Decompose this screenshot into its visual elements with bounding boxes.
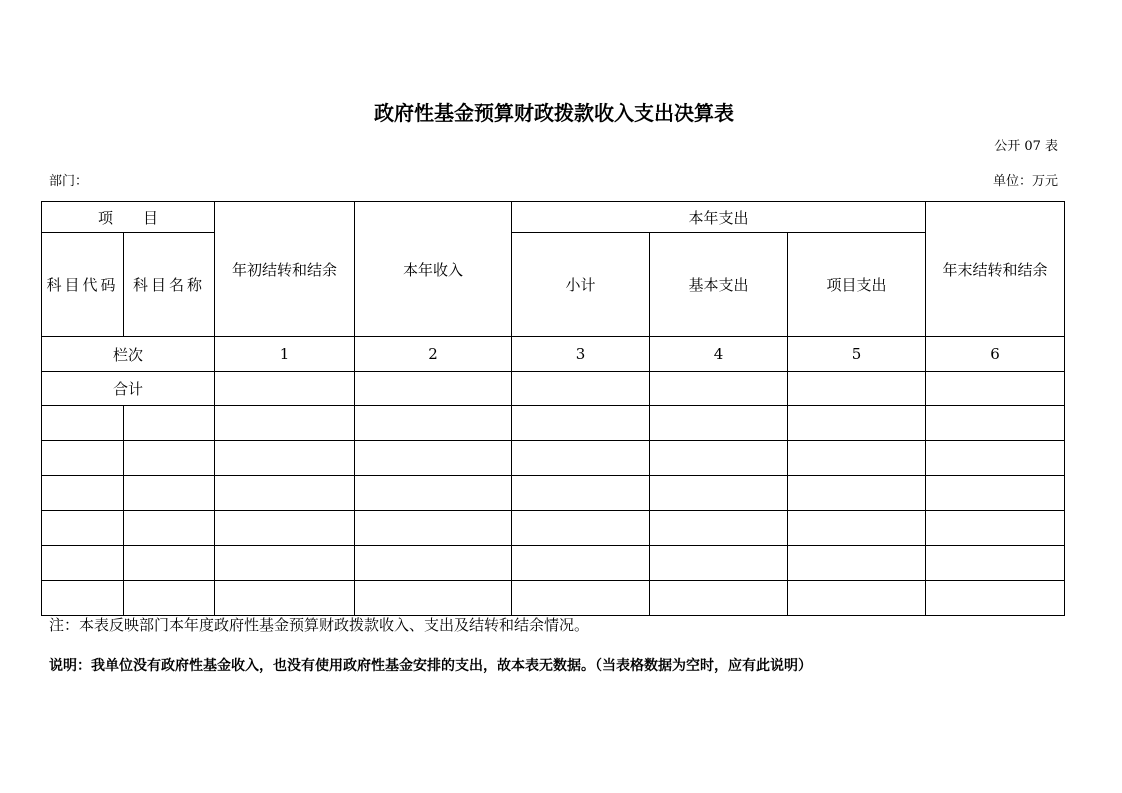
table-cell <box>512 476 650 511</box>
table-cell <box>926 511 1065 546</box>
total-cell <box>650 372 788 406</box>
column-index-label: 栏次 <box>42 337 215 372</box>
table-row <box>42 441 1065 476</box>
table-cell <box>215 476 355 511</box>
column-number: 3 <box>512 337 650 372</box>
table-cell <box>42 406 124 441</box>
header-subject-name: 科目名称 <box>124 233 215 337</box>
header-project-expenditure: 项目支出 <box>788 233 926 337</box>
table-cell <box>42 476 124 511</box>
total-cell <box>512 372 650 406</box>
table-cell <box>788 546 926 581</box>
table-cell <box>124 546 215 581</box>
table-cell <box>512 581 650 616</box>
table-cell <box>355 476 512 511</box>
table-cell <box>512 441 650 476</box>
table-cell <box>215 406 355 441</box>
header-closing-balance: 年末结转和结余 <box>926 202 1065 337</box>
total-cell <box>215 372 355 406</box>
table-cell <box>124 441 215 476</box>
header-item: 项 目 <box>42 202 215 233</box>
table-row <box>42 476 1065 511</box>
table-cell <box>788 476 926 511</box>
total-cell <box>355 372 512 406</box>
total-label: 合计 <box>42 372 215 406</box>
table-cell <box>650 546 788 581</box>
total-cell <box>788 372 926 406</box>
header-current-income: 本年收入 <box>355 202 512 337</box>
table-cell <box>355 581 512 616</box>
table-cell <box>124 511 215 546</box>
table-cell <box>124 476 215 511</box>
table-cell <box>512 546 650 581</box>
header-subject-code: 科目代码 <box>42 233 124 337</box>
table-cell <box>215 511 355 546</box>
column-number: 4 <box>650 337 788 372</box>
table-cell <box>355 546 512 581</box>
table-cell <box>215 581 355 616</box>
table-cell <box>926 546 1065 581</box>
table-cell <box>926 476 1065 511</box>
page-title: 政府性基金预算财政拨款收入支出决算表 <box>374 101 734 125</box>
column-number: 6 <box>926 337 1065 372</box>
table-cell <box>926 441 1065 476</box>
explanation-text: 说明：我单位没有政府性基金收入，也没有使用政府性基金安排的支出，故本表无数据。（当表格数据为空时，应有此说明） <box>49 658 812 674</box>
budget-table <box>41 201 1065 616</box>
header-opening-balance: 年初结转和结余 <box>215 202 355 337</box>
table-cell <box>788 581 926 616</box>
table-cell <box>926 581 1065 616</box>
table-row <box>42 546 1065 581</box>
table-cell <box>215 441 355 476</box>
table-cell <box>650 441 788 476</box>
table-cell <box>650 476 788 511</box>
column-number: 2 <box>355 337 512 372</box>
table-cell <box>42 441 124 476</box>
header-current-expenditure: 本年支出 <box>512 202 926 233</box>
table-cell <box>788 406 926 441</box>
table-row <box>42 581 1065 616</box>
table-note: 注：本表反映部门本年度政府性基金预算财政拨款收入、支出及结转和结余情况。 <box>49 616 590 634</box>
table-cell <box>650 406 788 441</box>
total-cell <box>926 372 1065 406</box>
table-row <box>42 406 1065 441</box>
table-cell <box>512 406 650 441</box>
data-rows <box>42 406 1065 616</box>
table-cell <box>124 581 215 616</box>
header-basic-expenditure: 基本支出 <box>650 233 788 337</box>
table-cell <box>42 581 124 616</box>
table-cell <box>355 406 512 441</box>
table-cell <box>512 511 650 546</box>
unit-label: 单位：万元 <box>992 174 1058 189</box>
table-cell <box>42 546 124 581</box>
table-cell <box>42 511 124 546</box>
table-cell <box>788 511 926 546</box>
table-cell <box>926 406 1065 441</box>
table-cell <box>355 441 512 476</box>
column-number: 1 <box>215 337 355 372</box>
table-cell <box>650 581 788 616</box>
column-number: 5 <box>788 337 926 372</box>
table-cell <box>788 441 926 476</box>
department-label: 部门： <box>49 174 89 189</box>
table-cell <box>215 546 355 581</box>
table-cell <box>124 406 215 441</box>
header-subtotal: 小计 <box>512 233 650 337</box>
table-row <box>42 511 1065 546</box>
table-cell <box>355 511 512 546</box>
table-cell <box>650 511 788 546</box>
form-code: 公开 07 表 <box>994 139 1058 154</box>
